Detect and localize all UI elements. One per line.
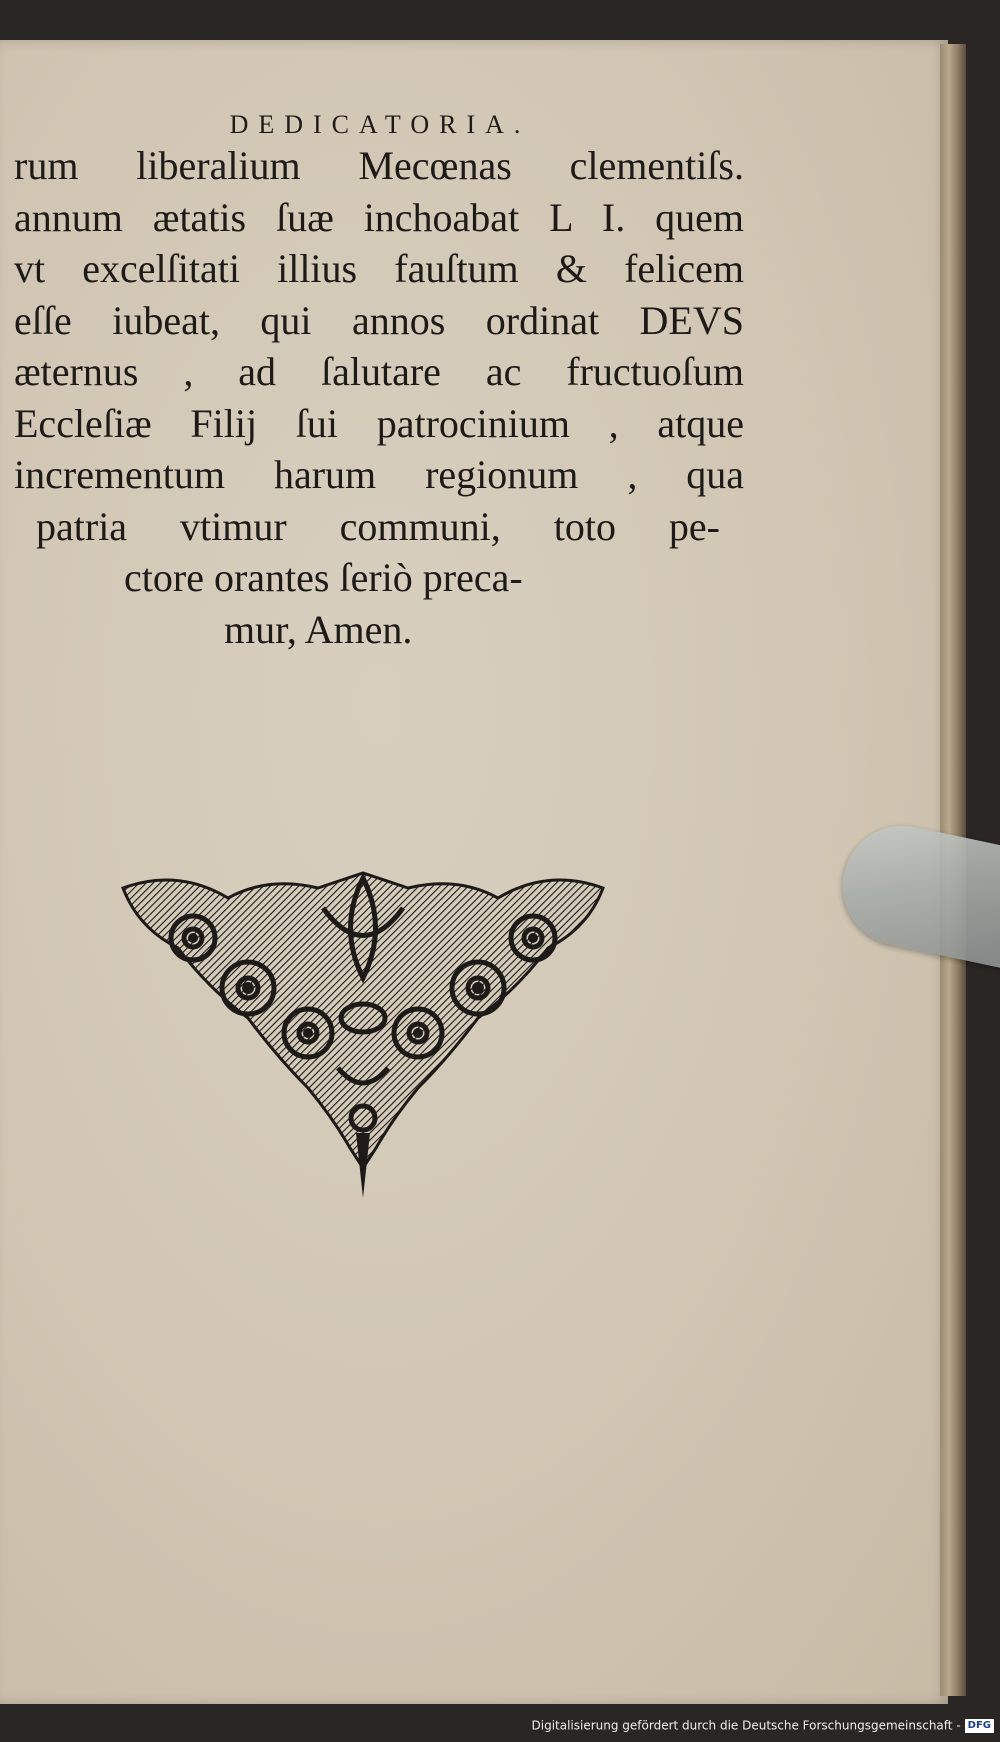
- text-line: Eccleſiæ Filij ſui patrocinium , atque: [14, 400, 744, 446]
- text-line: vt excelſitati illius fauſtum & felicem: [14, 246, 744, 291]
- text-line: incrementum harum regionum , qua: [14, 452, 744, 497]
- text-line: annum ætatis ſuæ inchoabat L I. quem: [14, 194, 744, 240]
- dedication-text: [14, 140, 744, 655]
- running-head: DEDICATORIA.: [229, 110, 531, 139]
- text-line: ctore orantes ſeriò preca-: [124, 555, 523, 600]
- text-line: patria vtimur communi, toto pe-: [36, 503, 720, 549]
- digitization-footer: [0, 1718, 1000, 1742]
- fleuron-ornament-icon: [118, 868, 608, 1208]
- dfg-logo-badge: DFG: [965, 1719, 994, 1733]
- text-line: æternus , ad ſalutare ac fructuoſum: [14, 349, 744, 394]
- text-line: eſſe iubeat, qui annos ordinat DEVS: [14, 297, 744, 343]
- text-line: mur, Amen.: [224, 606, 413, 652]
- text-line: rum liberalium Mecœnas clementiſs.: [14, 143, 744, 188]
- footer-credit: Digitalisierung gefördert durch die Deutsche Forschungsgemeinschaft -: [531, 1718, 961, 1733]
